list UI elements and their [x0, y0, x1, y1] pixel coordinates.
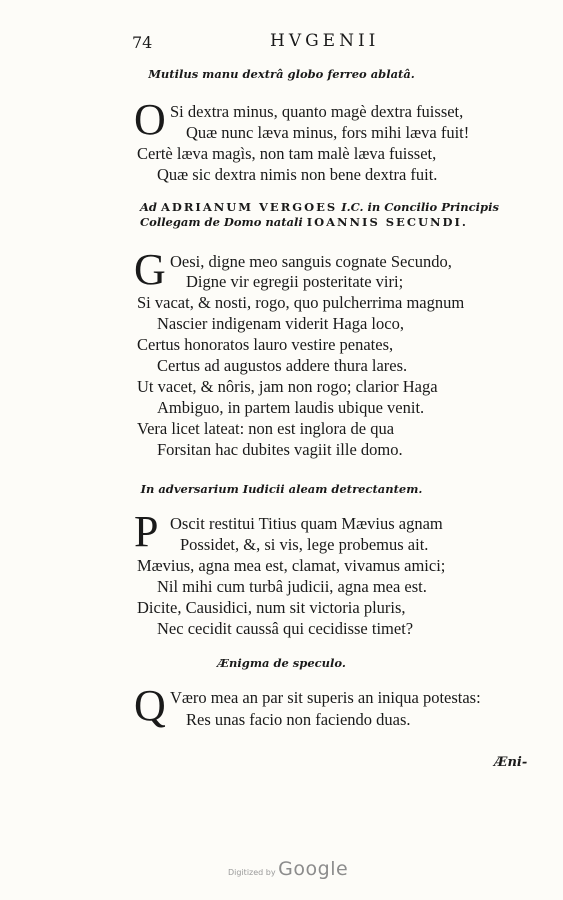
poem1-line: Quæ sic dextra nimis non bene dextra fuit.: [157, 165, 438, 184]
poem2-line: Ut vacet, & nôris, jam non rogo; clarior Haga: [137, 377, 438, 396]
poem2-title-ad: Ad: [140, 200, 157, 214]
poem1-line: Quæ nunc læva minus, fors mihi læva fuit!: [186, 123, 470, 142]
poem4-line: Res unas facio non faciendo duas.: [186, 710, 411, 729]
digitized-watermark: [228, 858, 348, 880]
watermark-prefix: Digitized by: [228, 868, 276, 877]
poem3-line: Oscit restitui Titius quam Mævius agnam: [170, 514, 443, 533]
catchword: Æni-: [494, 755, 528, 770]
poem1-line: Certè læva magìs, non tam malè læva fuisset,: [137, 144, 437, 163]
poem3-line: Nil mihi cum turbâ judicii, agna mea est.: [157, 577, 427, 596]
poem3-title: In adversarium Iudicii aleam detrectantem.: [140, 482, 423, 496]
poem4-line: Væro mea an par sit superis an iniqua potestas:: [170, 688, 481, 707]
poem3-dropcap: P: [134, 507, 159, 556]
poem2-line: Vera licet lateat: non est inglora de qua: [137, 419, 395, 438]
poem1-line: Si dextra minus, quanto magè dextra fuisset,: [170, 102, 464, 121]
poem2-line: Si vacat, & nosti, rogo, quo pulcherrima magnum: [137, 293, 465, 312]
poem2-line: Certus ad augustos addere thura lares.: [157, 356, 408, 375]
poem1-dropcap: O: [134, 95, 166, 144]
google-logo: Google: [278, 858, 349, 880]
poem2-dropcap: G: [134, 245, 166, 294]
poem1-title: Mutilus manu dextrâ globo ferreo ablatâ.: [148, 67, 415, 81]
poem3-line: Nec cecidit caussâ qui cecidisse timet?: [157, 619, 414, 638]
poem2-line: Digne vir egregii posteritate viri;: [186, 272, 404, 291]
poem2-title-name2: IOANNIS SECUNDI.: [306, 215, 468, 229]
running-title: HVGENII: [270, 31, 380, 51]
poem2-line: Ambiguo, in partem laudis ubique venit.: [157, 398, 425, 417]
poem2-line: Oesi, digne meo sanguis cognate Secundo,: [170, 252, 452, 271]
poem2-title-mid: I.C. in Concilio Principis Collegam de Domo natali: [140, 200, 499, 229]
poem4-dropcap: Q: [134, 681, 166, 730]
poem3-line: Mævius, agna mea est, clamat, vivamus amici;: [137, 556, 446, 575]
poem2-title: [140, 200, 520, 230]
poem2-title-name: ADRIANUM VERGOES: [160, 200, 338, 214]
poem4-title: Ænigma de speculo.: [217, 656, 346, 670]
poem3-line: Possidet, &, si vis, lege probemus ait.: [180, 535, 429, 554]
page-number: 74: [132, 33, 153, 52]
poem2-line: Forsitan hac dubites vagiit ille domo.: [157, 440, 403, 459]
poem2-line: Nascier indigenam viderit Haga loco,: [157, 314, 404, 333]
poem2-line: Certus honoratos lauro vestire penates,: [137, 335, 394, 354]
poem3-line: Dicite, Causidici, num sit victoria pluris,: [137, 598, 406, 617]
